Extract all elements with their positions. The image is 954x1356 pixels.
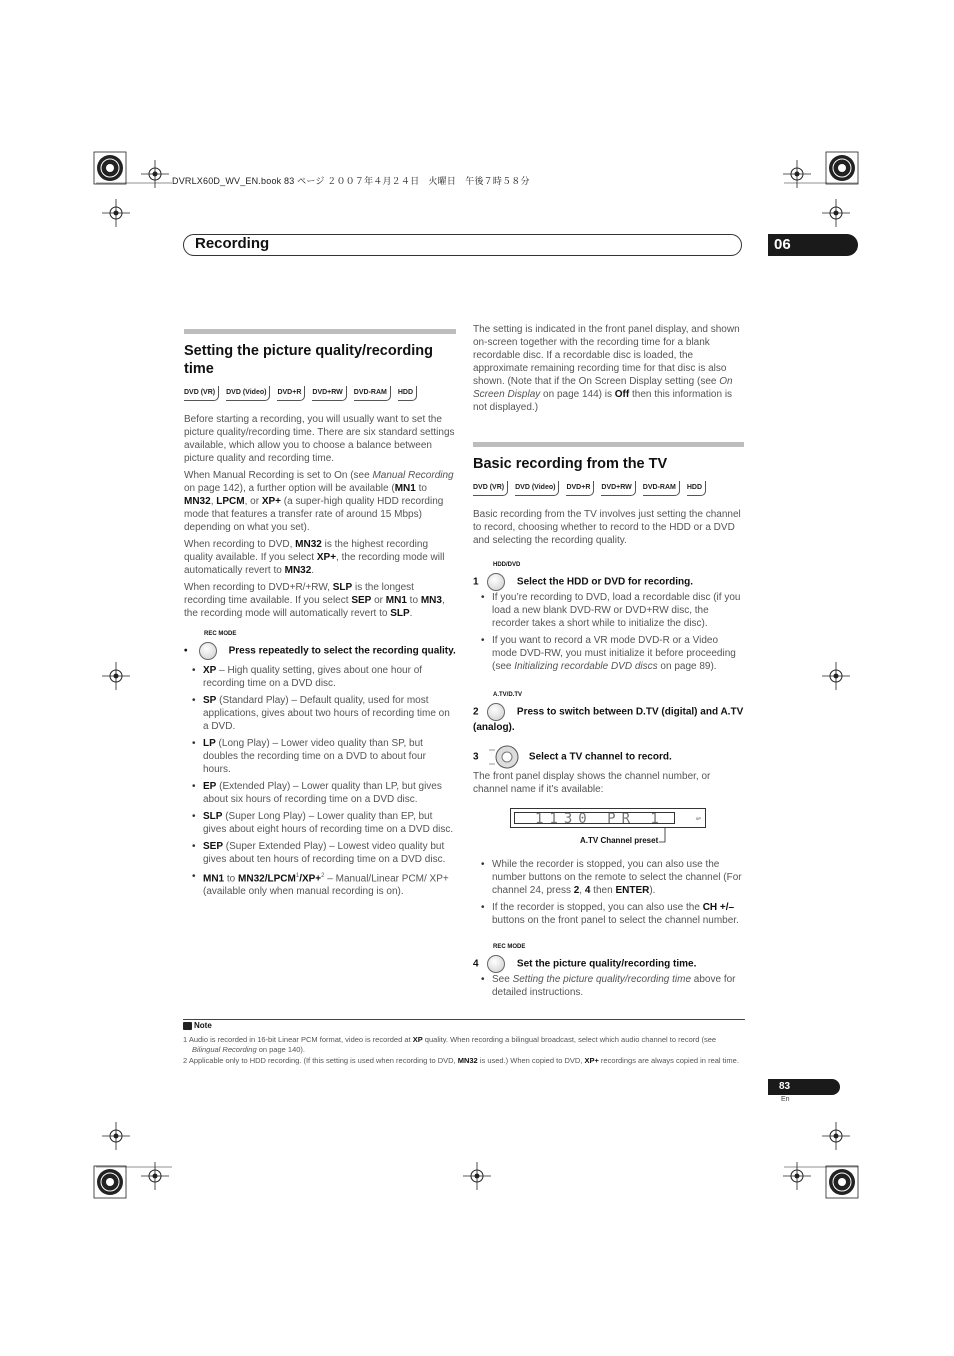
- display-xp-indicator: XP: [695, 816, 701, 821]
- disc-tag: HDD: [398, 386, 417, 401]
- button-label: A.TV/D.TV: [493, 692, 523, 698]
- step-3: 3 Select a TV channel to record.: [473, 744, 744, 770]
- language-code: En: [781, 1096, 790, 1103]
- instruction: • Press repeatedly to select the recording quality.: [184, 642, 456, 660]
- disc-tag: DVD (VR): [473, 481, 508, 496]
- disc-tag: DVD+RW: [601, 481, 635, 496]
- crosshair-icon: [822, 199, 850, 227]
- callout-label: A.TV Channel preset: [580, 836, 659, 845]
- rec-mode-button-icon: [487, 955, 505, 973]
- notes-rule: [183, 1019, 745, 1020]
- list-item: • XP – High quality setting, gives about one hour of recording time on a DVD disc.: [184, 664, 456, 690]
- list-item: • SP (Standard Play) – Default quality, used for most applications, gives about two hours of recording time on a DVD.: [184, 694, 456, 733]
- disc-tag: DVD (Video): [226, 386, 270, 401]
- button-label: REC MODE: [204, 631, 237, 637]
- disc-tags: [184, 386, 456, 401]
- paragraph: The setting is indicated in the front panel display, and shown on-screen together with the recording time for a blank recordable disc. If a recordable disc is loaded, the approximate remaining recording time for that disc is also shown. (Note that if the On Screen Display setting (see On Screen Display on page 144) is Off then this information is not displayed.): [473, 324, 740, 413]
- paragraph: When Manual Recording is set to On (see Manual Recording on page 142), a further option will be available (MN1 to MN32, LPCM, or XP+ (a super-high quality HDD recording mode that features a transfer rate of around 15 Mbps) depending on what you set).: [184, 470, 454, 533]
- note-pencil-icon: [183, 1022, 192, 1030]
- button-label: REC MODE: [493, 944, 526, 950]
- display-callout: [473, 828, 744, 854]
- rec-mode-button-icon: [199, 642, 217, 660]
- disc-tag: DVD-RAM: [354, 386, 391, 401]
- list-item: • While the recorder is stopped, you can also use the number buttons on the remote to select the channel (For channel 24, press 2, 4 then ENTER).: [473, 858, 744, 897]
- section-divider: [473, 442, 744, 447]
- notes: [183, 1021, 745, 1066]
- step-1: 1 Select the HDD or DVD for recording.: [473, 573, 744, 591]
- front-panel-display: [510, 808, 706, 828]
- crosshair-icon: [822, 662, 850, 690]
- disc-tag: DVD+RW: [312, 386, 346, 401]
- list-item: • If you’re recording to DVD, load a recordable disc (if you load a new blank DVD-RW or DVD+RW disc, the recorder takes a short while to initialize the disc).: [473, 591, 744, 630]
- disc-tag: HDD: [687, 481, 706, 496]
- book-info-line: DVRLX60D_WV_EN.book 83 ページ ２００７年４月２４日 火曜日 午後７時５８分: [172, 176, 530, 186]
- section-title: Recording: [195, 235, 270, 252]
- crosshair-icon: [783, 1162, 811, 1190]
- disc-tag: DVD (VR): [184, 386, 219, 401]
- crosshair-icon: [463, 1162, 491, 1190]
- left-column: [184, 329, 456, 904]
- paragraph: Basic recording from the TV involves just setting the channel to record, choosing whether to record to the HDD or a DVD and selecting the recording quality.: [473, 509, 741, 546]
- star-target-icon: [94, 152, 126, 184]
- star-target-icon: [94, 1166, 126, 1198]
- list-item: • SLP (Super Long Play) – Lower quality than EP, but gives about eight hours of recording time on a DVD disc.: [184, 810, 456, 836]
- right-heading: Basic recording from the TV: [473, 456, 668, 472]
- step-3-bullets: [473, 858, 744, 927]
- crosshair-icon: [102, 662, 130, 690]
- note-heading: Note: [183, 1021, 745, 1032]
- crosshair-icon: [141, 160, 169, 188]
- page-number: 83: [768, 1079, 840, 1095]
- section-divider: [184, 329, 456, 334]
- step-2: 2 Press to switch between D.TV (digital) and A.TV (analog).: [473, 703, 744, 734]
- display-readout: 1130 PR 1: [514, 812, 675, 824]
- paragraph: The front panel display shows the channel number, or channel name if it’s available:: [473, 771, 711, 795]
- paragraph: Before starting a recording, you will usually want to set the picture quality/recording time. There are six standard settings available, which allow you to choose a balance between picture quality and recording time.: [184, 414, 455, 464]
- list-item: • LP (Long Play) – Lower video quality than SP, but doubles the recording time on a DVD to about four hours.: [184, 737, 456, 776]
- list-item: • If the recorder is stopped, you can also use the CH +/– buttons on the front panel to select the channel number.: [473, 901, 744, 927]
- paragraph: When recording to DVD, MN32 is the highest recording quality available. If you select XP+, the recording mode will automatically revert to MN32.: [184, 539, 445, 576]
- step-4: 4 Set the picture quality/recording time.: [473, 955, 744, 973]
- disc-tag: DVD+R: [566, 481, 594, 496]
- chapter-number: 06: [768, 234, 858, 256]
- footnote-1: 1 Audio is recorded in 16-bit Linear PCM format, video is recorded at XP quality. When recording a bilingual broadcast, select which audio channel to record (see Bilingual Recording on page 140).: [183, 1034, 717, 1054]
- left-heading: Setting the picture quality/recording time: [184, 343, 433, 377]
- right-column: [473, 323, 744, 1005]
- crosshair-icon: [141, 1162, 169, 1190]
- mode-list: [184, 664, 456, 898]
- disc-tag: DVD-RAM: [643, 481, 680, 496]
- step-1-bullets: [473, 591, 744, 673]
- disc-tag: DVD+R: [277, 386, 305, 401]
- crosshair-icon: [102, 199, 130, 227]
- channel-dial-icon: [487, 744, 519, 770]
- step-4-bullets: [473, 973, 744, 999]
- list-item: • If you want to record a VR mode DVD-R or a Video mode DVD-RW, you must initialize it before proceeding (see Initializing recordable DVD discs on page 89).: [473, 634, 744, 673]
- list-item: • EP (Extended Play) – Lower quality than LP, but gives about six hours of recording time on a DVD disc.: [184, 780, 456, 806]
- button-label: HDD/DVD: [493, 562, 521, 568]
- crosshair-icon: [783, 160, 811, 188]
- disc-tags: [473, 481, 744, 496]
- crosshair-icon: [102, 1122, 130, 1150]
- atv-dtv-button-icon: [487, 703, 505, 721]
- disc-tag: DVD (Video): [515, 481, 559, 496]
- list-item: • MN1 to $MN32/LPCM^1/XP+^2$ – Manual/Linear PCM/ XP+ (available only when manual recording is on).: [184, 870, 456, 898]
- star-target-icon: [826, 1166, 858, 1198]
- star-target-icon: [826, 152, 858, 184]
- list-item: • SEP (Super Extended Play) – Lowest video quality but gives about ten hours of recording time on a DVD disc.: [184, 840, 456, 866]
- footnote-2: 2 Applicable only to HDD recording. (If this setting is used when recording to DVD, MN32 is used.) When copied to DVD, XP+ recordings are always copied in real time.: [183, 1055, 739, 1065]
- paragraph: When recording to DVD+R/+RW, SLP is the longest recording time available. If you select SEP or MN1 to MN3, the recording mode will automatically revert to SLP.: [184, 582, 445, 619]
- list-item: • See Setting the picture quality/recording time above for detailed instructions.: [473, 973, 744, 999]
- hdd-dvd-button-icon: [487, 573, 505, 591]
- crosshair-icon: [822, 1122, 850, 1150]
